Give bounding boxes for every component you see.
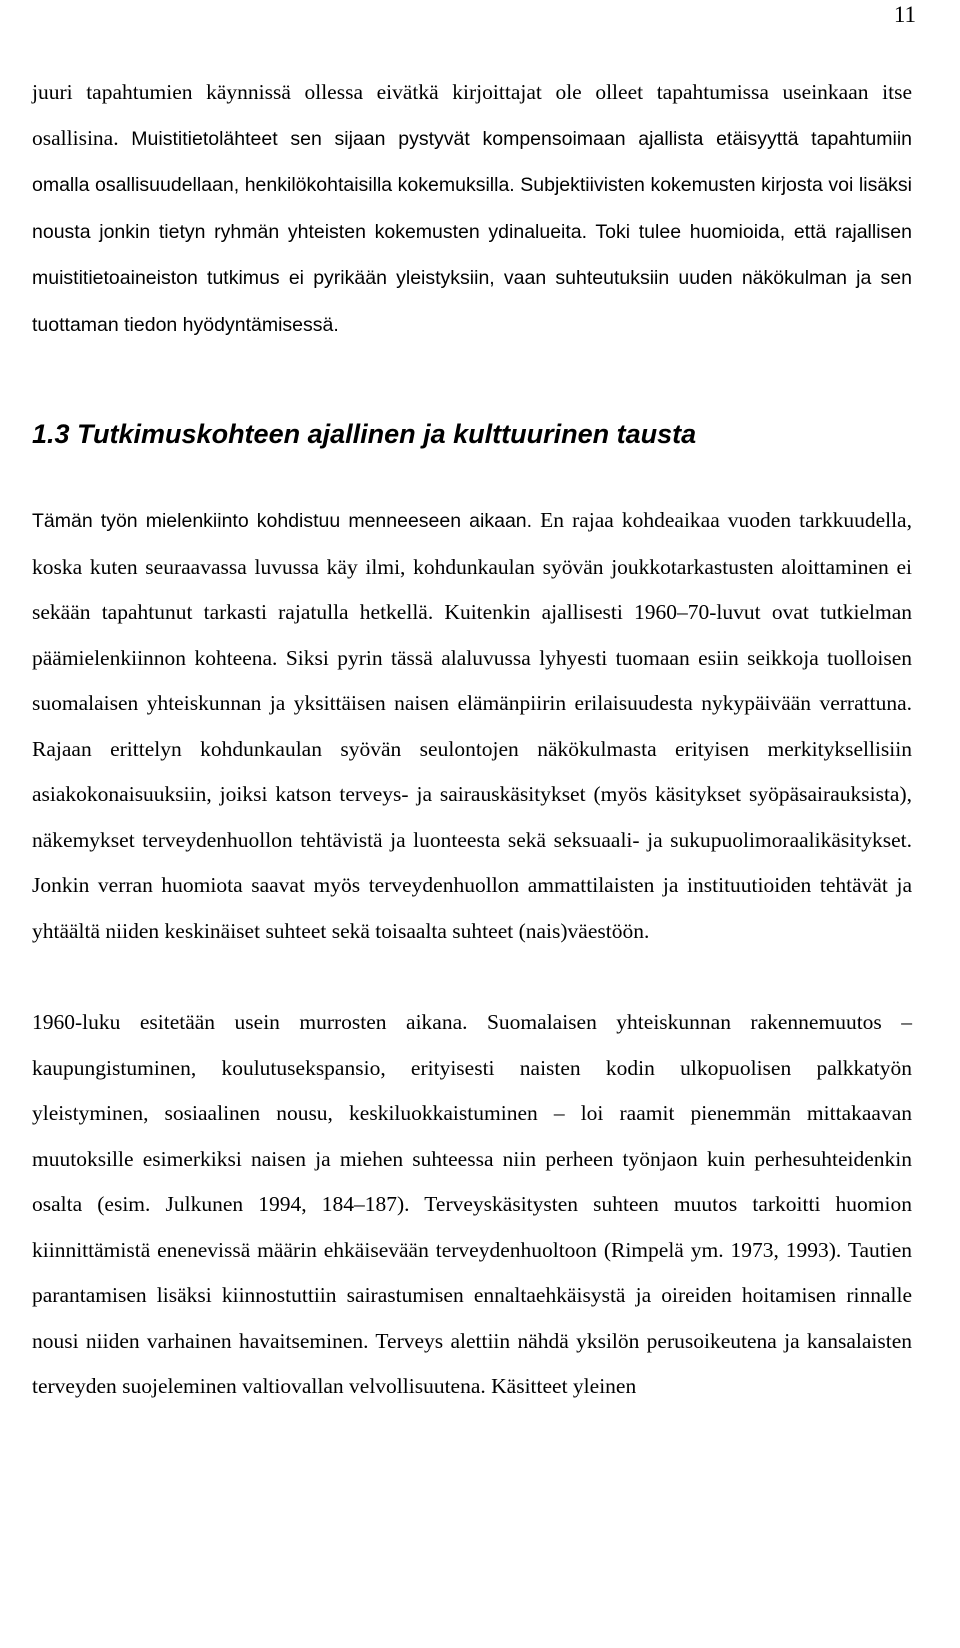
paragraph-intro [32,70,912,348]
paragraph-section-1 [32,498,912,954]
section-1-lead: Tämän työn mielenkiinto kohdistuu menneeseen aikaan. [32,510,541,532]
paragraph-section-2: 1960-luku esitetään usein murrosten aikana. Suomalaisen yhteiskunnan rakennemuutos – kaupungistuminen, koulutusekspansio, erityisesti naisten kodin ulkopuolisen palkkatyön yleistyminen, sosiaalinen nousu, keskiluokkaistuminen – loi raamit pienemmän mittakaavan muutoksille esimerkiksi naisen ja miehen suhteessa niin perheen työnjaon kuin perhesuhteidenkin osalta (esim. Julkunen 1994, 184–187). Terveyskäsitysten suhteen muutos tarkoitti huomion kiinnittämistä enenevissä määrin ehkäisevään terveydenhuoltoon (Rimpelä ym. 1973, 1993). Tautien parantamisen lisäksi kiinnostuttiin sairastumisen ennaltaehkäisystä ja oireiden hoitamisen rinnalle nousi niiden varhainen havaitseminen. Terveys alettiin nähdä yksilön perusoikeutena ja kansalaisten terveyden suojeleminen valtiovallan velvollisuutena. Käsitteet yleinen [32,1010,912,1398]
intro-sentence-2: Muistitietolähteet sen sijaan pystyvät kompensoimaan ajallista etäisyyttä tapahtumiin omalla osallisuudellaan, henkilökohtaisilla kokemuksilla. Subjektiivisten kokemusten kirjosta voi lisäksi nousta jonkin tietyn ryhmän yhteisten kokemusten ydinalueita. [32,127,912,243]
intro-sentence-3: Toki tulee huomioida, että rajallisen muistitietoaineiston tutkimus ei pyrikään yleistyksiin, vaan suhteutuksiin uuden näkökulman ja sen tuottaman tiedon hyödyntämisessä. [32,220,912,336]
section-heading: 1.3 Tutkimuskohteen ajallinen ja kulttuurinen tausta [32,419,697,449]
document-body [32,70,912,1410]
page-number: 11 [893,2,916,27]
section-1-body: En rajaa kohdeaikaa vuoden tarkkuudella, koska kuten seuraavassa luvussa käy ilmi, kohdunkaulan syövän joukkotarkastusten aloittaminen ei sekään tapahtunut tarkasti rajatulla hetkellä. Kuitenkin ajallisesti 1960–70-luvut ovat tutkielman päämielenkiinnon kohteena. Siksi pyrin tässä alaluvussa lyhyesti tuomaan esiin seikkoja tuolloisen suomalaisen yhteiskunnan ja yksittäisen naisen elämänpiirin erilaisuudesta nykypäivään verrattuna. Rajaan erittelyn kohdunkaulan syövän seulontojen näkökulmasta erityisen merkityksellisiin asiakokonaisuuksiin, joiksi katson terveys- ja sairauskäsitykset (myös käsitykset syöpäsairauksista), näkemykset terveydenhuollon tehtävistä ja luonteesta sekä seksuaali- ja sukupuolimoraalikäsitykset. Jonkin verran huomiota saavat myös terveydenhuollon ammattilaisten ja instituutioiden tehtävät ja yhtäältä niiden keskinäiset suhteet sekä toisaalta suhteet (nais)väestöön. [32,508,912,943]
intro-sentence-1: juuri tapahtumien käynnissä ollessa eivätkä kirjoittajat ole olleet tapahtumissa useinkaan itse osallisina. [32,80,912,150]
